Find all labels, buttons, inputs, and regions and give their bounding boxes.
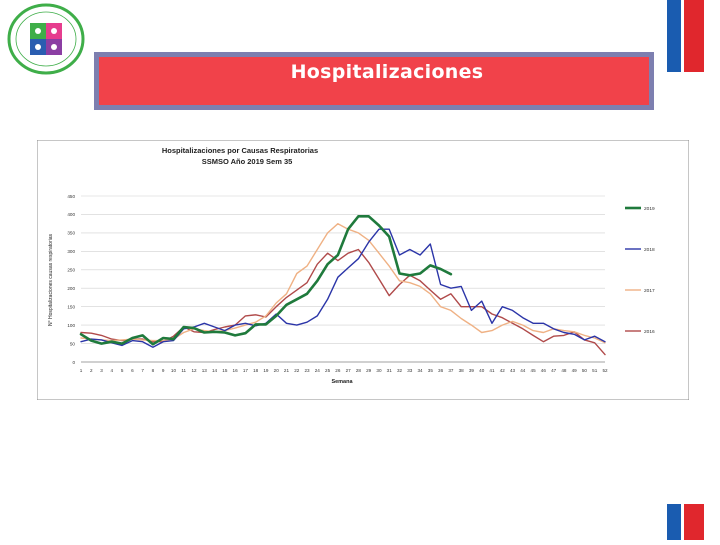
x-tick-label: 21 (283, 368, 290, 373)
x-tick-label: 46 (540, 368, 546, 373)
x-tick-label: 4 (110, 368, 114, 373)
y-tick-label: 250 (67, 267, 75, 273)
legend-label-2019: 2019 (644, 206, 655, 212)
x-tick-label: 25 (325, 368, 331, 373)
x-tick-label: 11 (181, 368, 187, 373)
x-tick-label: 15 (222, 368, 228, 373)
x-tick-label: 8 (151, 368, 155, 373)
y-tick-label: 100 (67, 322, 75, 328)
flag-decoration-top (664, 0, 720, 72)
x-tick-label: 43 (509, 368, 516, 373)
x-tick-label: 29 (366, 368, 372, 373)
x-tick-label: 33 (407, 368, 413, 373)
chart-title: Hospitalizaciones por Causas Respiratorias (161, 146, 319, 155)
y-tick-label: 150 (67, 304, 75, 310)
x-tick-label: 50 (581, 368, 588, 373)
x-tick-label: 52 (602, 368, 608, 373)
x-axis-label: Semana (331, 379, 353, 385)
x-tick-label: 24 (314, 368, 320, 373)
y-tick-label: 350 (67, 230, 75, 236)
x-tick-label: 45 (530, 368, 536, 373)
x-tick-label: 13 (201, 368, 207, 373)
x-tick-label: 32 (396, 368, 403, 373)
chart-subtitle: SSMSO Año 2019 Sem 35 (201, 157, 293, 166)
x-tick-label: 28 (355, 368, 361, 373)
y-tick-label: 450 (67, 193, 75, 199)
x-tick-label: 20 (273, 368, 279, 373)
hospitalizations-chart (37, 140, 689, 400)
x-tick-label: 18 (253, 368, 259, 373)
title-box (99, 57, 649, 105)
x-tick-label: 42 (499, 368, 505, 373)
x-tick-label: 38 (458, 368, 464, 373)
x-tick-label: 14 (212, 368, 218, 373)
ssmso-logo (6, 2, 86, 77)
x-tick-label: 6 (131, 368, 134, 373)
x-tick-label: 17 (242, 368, 248, 373)
y-tick-label: 50 (69, 341, 75, 347)
x-tick-label: 30 (376, 368, 382, 373)
x-tick-label: 41 (489, 368, 495, 373)
x-tick-label: 26 (335, 368, 341, 373)
flag-decoration-bottom (664, 500, 720, 540)
x-tick-label: 31 (386, 368, 392, 373)
y-tick-label: 200 (67, 286, 75, 292)
x-tick-label: 19 (263, 368, 269, 373)
x-tick-label: 16 (232, 368, 238, 373)
x-tick-label: 44 (520, 368, 526, 373)
title-banner (94, 52, 654, 110)
x-tick-label: 34 (417, 368, 423, 373)
x-tick-label: 2 (89, 368, 93, 373)
chart-container (37, 140, 689, 400)
x-tick-label: 35 (427, 368, 433, 373)
x-tick-label: 23 (304, 368, 310, 373)
x-tick-label: 12 (191, 368, 197, 373)
page-title: Hospitalizaciones (290, 61, 484, 83)
x-tick-label: 22 (294, 368, 300, 373)
legend-label-2017: 2017 (644, 288, 655, 294)
y-tick-label: 0 (72, 359, 75, 365)
y-axis-label: N° Hospitalizaciones causas respiratorias (48, 233, 54, 327)
x-tick-label: 5 (120, 368, 124, 373)
x-tick-label: 7 (141, 368, 144, 373)
legend-label-2018: 2018 (644, 247, 655, 253)
y-tick-label: 400 (67, 212, 75, 218)
x-tick-label: 36 (438, 368, 444, 373)
x-tick-label: 39 (468, 368, 474, 373)
x-tick-label: 3 (100, 368, 103, 373)
x-tick-label: 37 (448, 368, 454, 373)
legend-label-2016: 2016 (644, 329, 655, 335)
x-tick-label: 27 (345, 368, 351, 373)
x-tick-label: 40 (479, 368, 485, 373)
y-tick-label: 300 (67, 249, 75, 255)
x-tick-label: 1 (79, 368, 83, 373)
x-tick-label: 9 (161, 368, 165, 373)
x-tick-label: 48 (561, 368, 567, 373)
x-tick-label: 49 (571, 368, 577, 373)
x-tick-label: 10 (170, 368, 177, 373)
x-tick-label: 51 (592, 368, 598, 373)
x-tick-label: 47 (551, 368, 557, 373)
